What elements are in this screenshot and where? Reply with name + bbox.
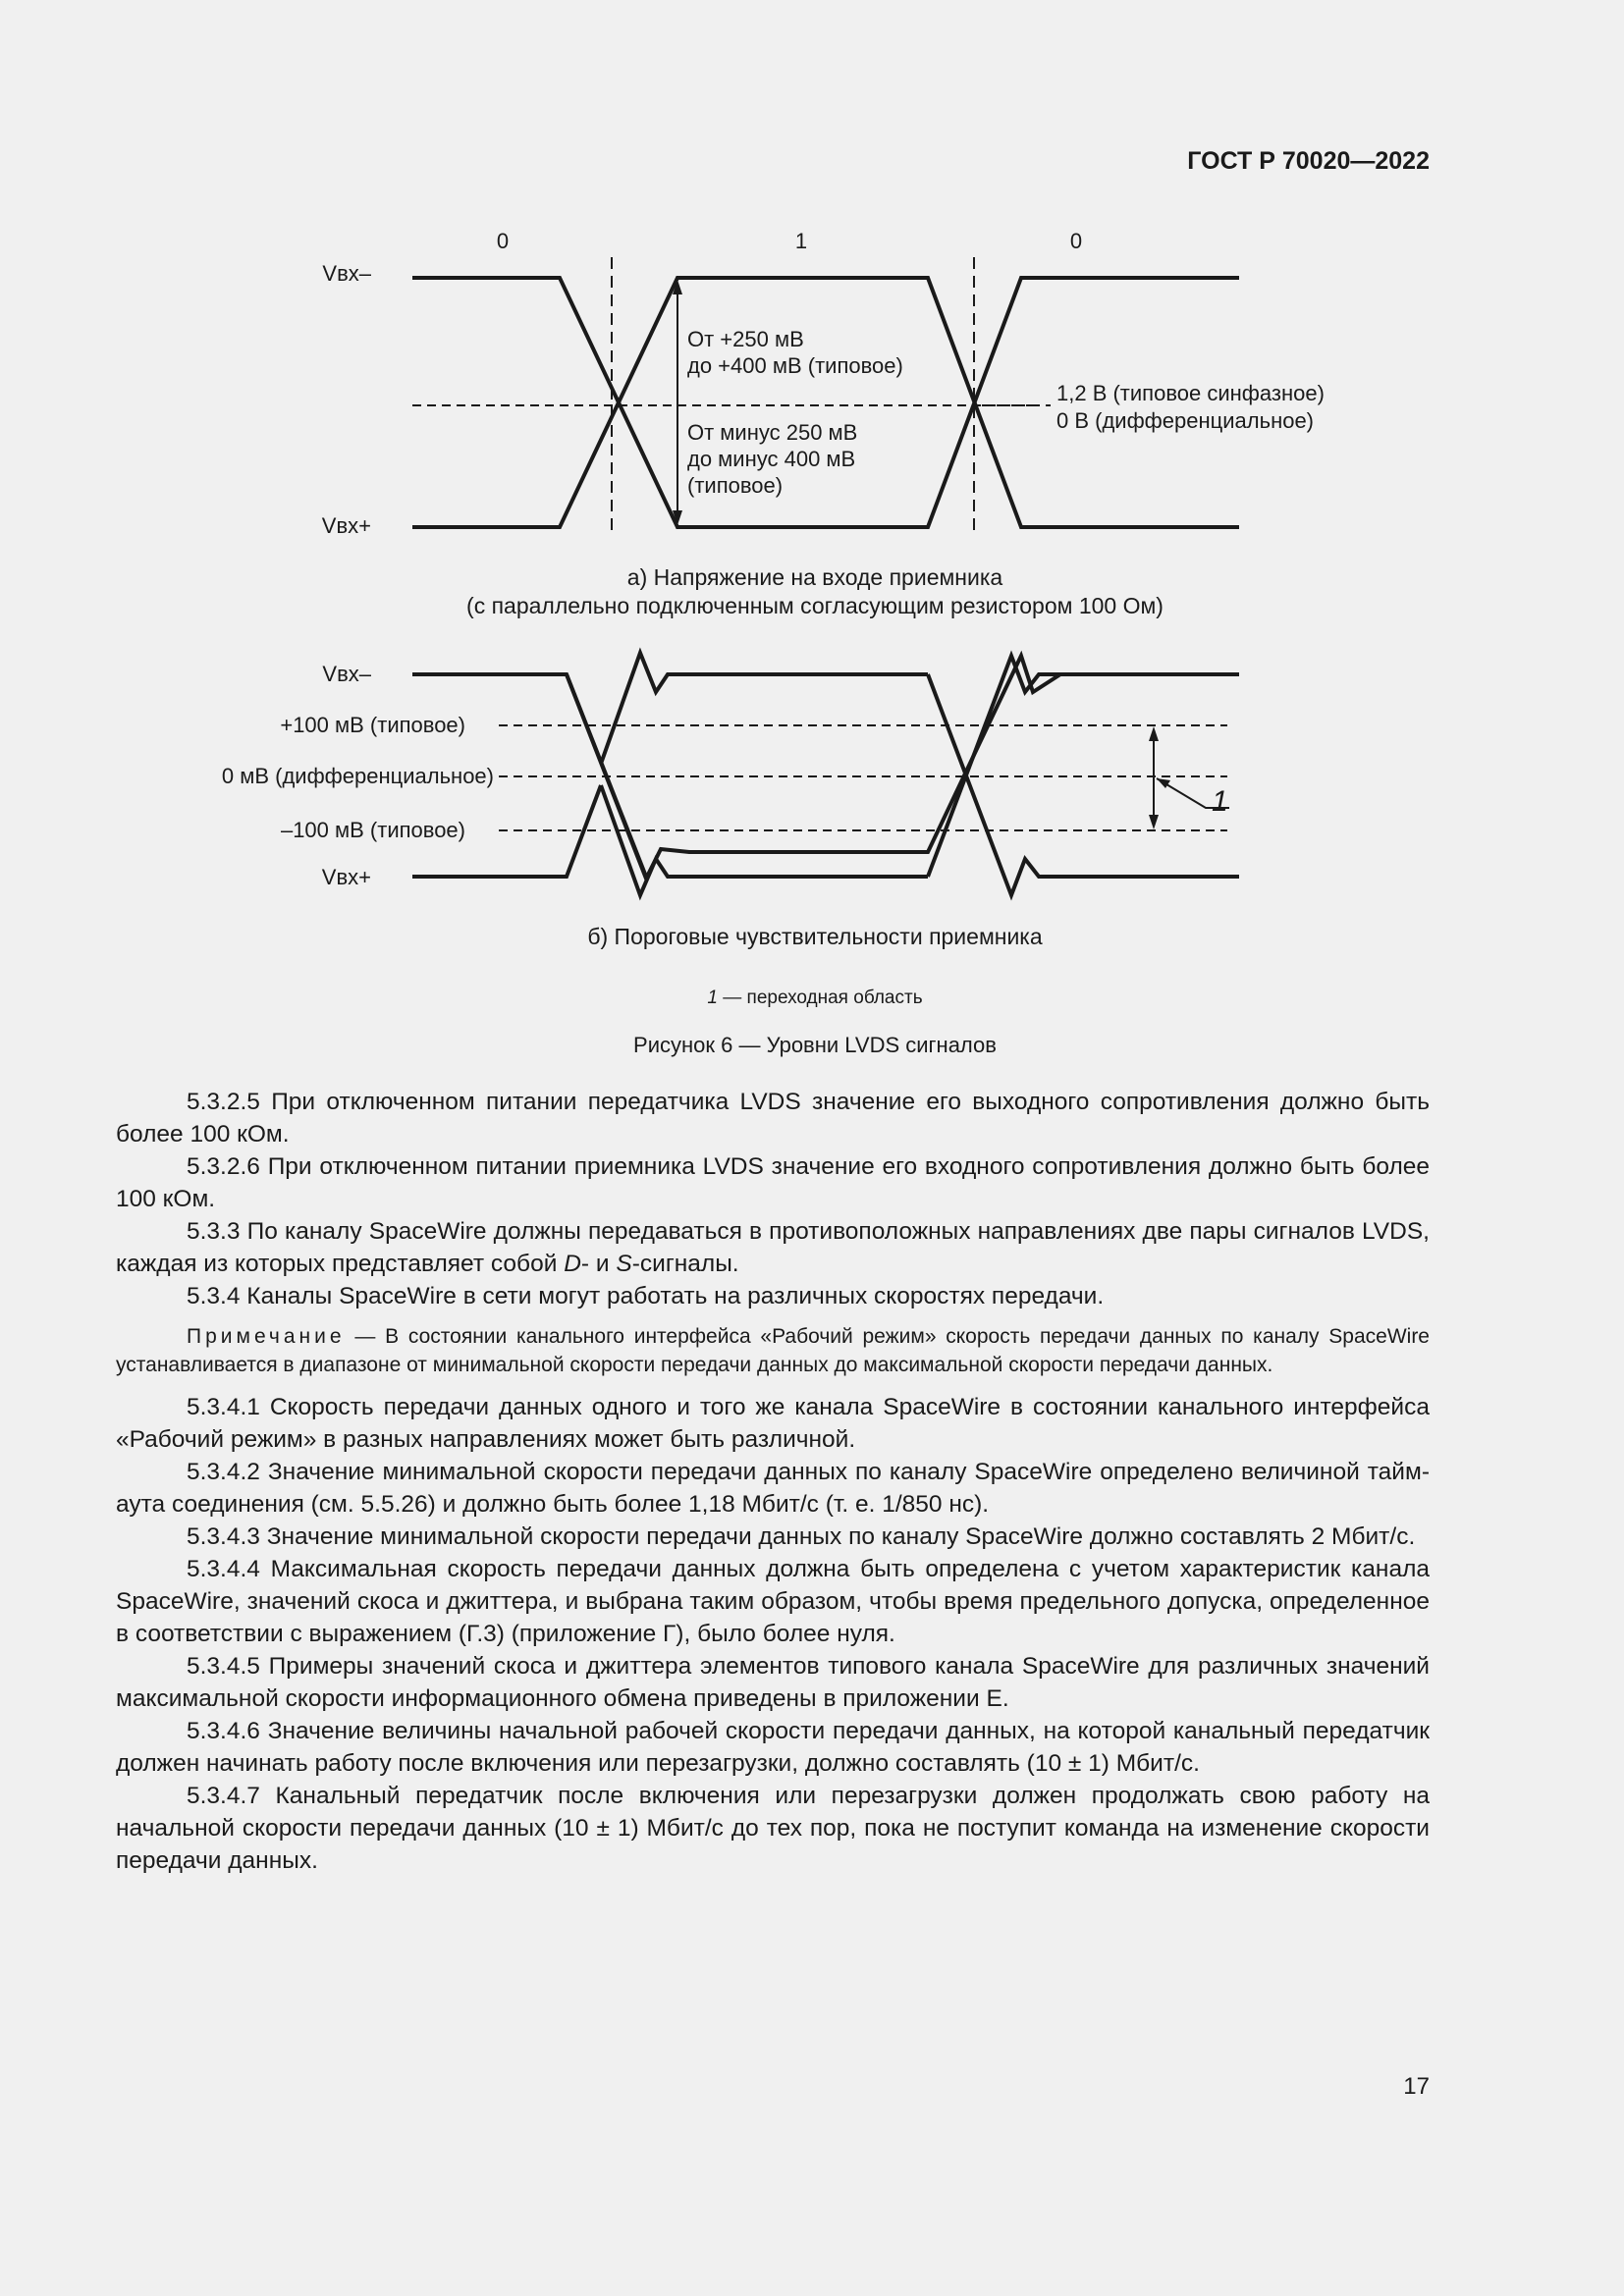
vplus-overshoot-left	[601, 785, 928, 895]
note-paragraph	[116, 1322, 1430, 1379]
paragraph-5-3-4-4: 5.3.4.4 Максимальная скорость передачи данных должна быть определена с учетом характеристик канала SpaceWire, значений скоса и джиттера, и выбрана таким образом, чтобы время предельного допуска, определенное в соответствии с выражением (Г.3) (приложение Г), было более нуля.	[116, 1556, 1430, 1647]
paragraph-5-3-4-2: 5.3.4.2 Значение минимальной скорости передачи данных по каналу SpaceWire определено величиной тайм-аута соединения (см. 5.5.26) и должно быть более 1,18 Мбит/с (т. е. 1/850 нс).	[116, 1459, 1430, 1518]
lvds-figure	[0, 0, 1624, 982]
level-pos-label: +100 мВ (типовое)	[280, 713, 465, 737]
figure-a-caption	[373, 563, 1257, 620]
paragraph-5-3-4-5: 5.3.4.5 Примеры значений скоса и джиттера элементов типового канала SpaceWire для различных значений максимальной скорости информационного обмена приведены в приложении Е.	[116, 1653, 1430, 1712]
paragraph-5-3-4-3: 5.3.4.3 Значение минимальной скорости передачи данных по каналу SpaceWire должно составлять 2 Мбит/с.	[187, 1523, 1416, 1550]
bit-label-0-right: 0	[1069, 229, 1083, 253]
p3-text-c: -сигналы.	[631, 1251, 739, 1277]
paragraph-5-3-4-6: 5.3.4.6 Значение величины начальной рабочей скорости передачи данных, на которой канальный передатчик должен начинать работу после включения или перезагрузки, должно составлять (10 ± 1) Мбит/с.	[116, 1718, 1430, 1777]
paragraph-5-3-4-7: 5.3.4.7 Канальный передатчик после включения или перезагрузки должен продолжать свою работу на начальной скорости передачи данных (10 ± 1) Мбит/с до тех пор, пока не поступит команда на изменение скорости передачи данных.	[116, 1783, 1430, 1874]
transition-arrow-down	[1149, 815, 1159, 829]
note-label: Примечание	[187, 1325, 346, 1348]
pos-range-line2: до +400 мВ (типовое)	[687, 353, 903, 378]
figure-b-waveforms	[412, 653, 1239, 895]
page-number: 17	[1403, 2073, 1430, 2100]
vplus-label-a: Vвх+	[321, 513, 371, 538]
note-text: — В состоянии канального интерфейса «Рабочий режим» скорость передачи данных по каналу SpaceWire устанавливается в диапазоне от минимальной скорости передачи данных до максимальной скорости передачи данных.	[116, 1325, 1430, 1376]
paragraph-5-3-3	[116, 1215, 1430, 1280]
common-line1: 1,2 В (типовое синфазное)	[1056, 381, 1325, 405]
figure-a-caption-line1: а) Напряжение на входе приемника	[626, 564, 1003, 590]
neg-range-line3: (типовое)	[687, 473, 784, 498]
figure-b-caption: б) Пороговые чувствительности приемника	[587, 924, 1043, 949]
paragraph-5-3-4-1: 5.3.4.1 Скорость передачи данных одного и того же канала SpaceWire в состоянии канального интерфейса «Рабочий режим» в разных направлениях может быть различной.	[116, 1394, 1430, 1453]
legend-number: 1	[707, 988, 718, 1008]
neg-range-line2: до минус 400 мВ	[687, 447, 856, 471]
crossing-right-down	[928, 674, 1239, 895]
common-line2: 0 В (дифференциальное)	[1056, 408, 1315, 433]
p3-s-signal: S	[616, 1251, 632, 1277]
bit-label-0-left: 0	[496, 229, 510, 253]
paragraph-5-3-4: 5.3.4 Каналы SpaceWire в сети могут работать на различных скоростях передачи.	[187, 1283, 1105, 1309]
paragraph-5-3-2-5: 5.3.2.5 При отключенном питании передатчика LVDS значение его выходного сопротивления должно быть более 100 кОм.	[116, 1089, 1430, 1148]
figure-legend	[324, 988, 1306, 1009]
paragraph-5-3-2-6: 5.3.2.6 При отключенном питании приемника LVDS значение его входного сопротивления должно быть более 100 кОм.	[116, 1153, 1430, 1212]
figure-a-caption-line2: (с параллельно подключенным согласующим резистором 100 Ом)	[466, 593, 1164, 618]
crossing-right-up	[928, 656, 1239, 877]
p3-text-b: - и	[580, 1251, 617, 1277]
standard-header: ГОСТ Р 70020—2022	[1187, 147, 1430, 175]
bit-label-1: 1	[794, 229, 808, 253]
p3-text-a: 5.3.3 По каналу SpaceWire должны передаваться в противоположных направлениях две пары сигналов LVDS, каждая из которых представляет собой	[116, 1218, 1430, 1277]
vplus-label-b: Vвх+	[321, 865, 371, 889]
vminus-waveform-b	[412, 656, 1239, 879]
vminus-label-b: Vвх–	[322, 662, 371, 686]
pos-range-line1: От +250 мВ	[687, 327, 804, 351]
vminus-overshoot-left	[601, 653, 928, 764]
level-zero-label: 0 мВ (дифференциальное)	[221, 764, 494, 788]
transition-arrow-up	[1149, 726, 1159, 741]
p3-d-signal: D	[564, 1251, 581, 1277]
figure-a-labels	[322, 229, 1325, 538]
transition-marker: 1	[1212, 785, 1228, 818]
neg-range-line1: От минус 250 мВ	[687, 420, 858, 445]
legend-text: — переходная область	[717, 988, 923, 1008]
body-text	[116, 1086, 1430, 1877]
vminus-label-a: Vвх–	[322, 261, 371, 286]
figure-title: Рисунок 6 — Уровни LVDS сигналов	[633, 1033, 997, 1057]
level-neg-label: –100 мВ (типовое)	[280, 818, 465, 842]
leader-arrowhead	[1157, 778, 1170, 788]
